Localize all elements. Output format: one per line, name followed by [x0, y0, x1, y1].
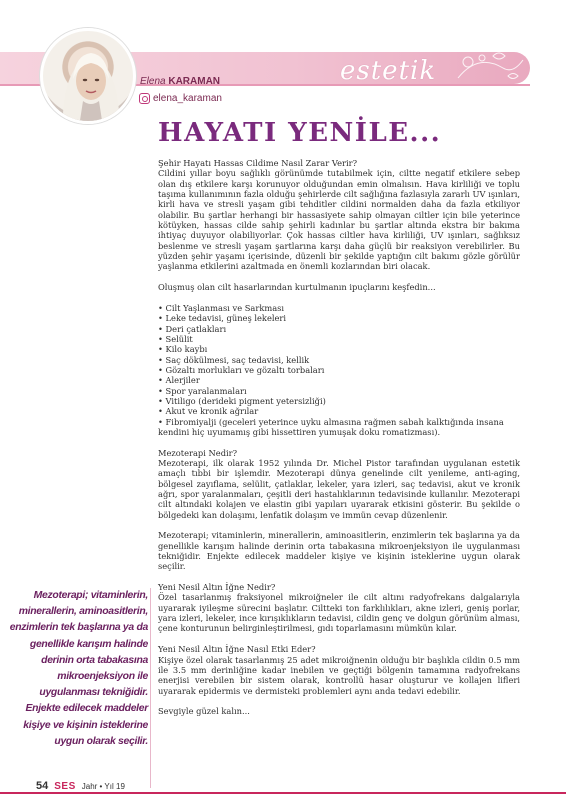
page-number: 54: [36, 780, 49, 792]
page-footer: [36, 780, 125, 792]
list-item: • Leke tedavisi, güneş lekeleri: [158, 313, 287, 324]
intro-heading: Şehir Hayatı Hassas Cildime Nasıl Zarar Verir?: [158, 158, 358, 168]
floral-decoration-icon: [448, 48, 528, 86]
instagram-handle-text: elena_karaman: [153, 93, 222, 104]
meso-paragraph-2: Mezoterapi; vitaminlerin, minerallerin, aminoasitlerin, enzimlerin tek başlarına ya da genellikle karışım halinde derinin orta tabakasına mikroenjeksiyon ile uygulanması tekniğidir. Enjekte edilecek maddeler kişiye ve kişinin isteklerine uygun olarak seçilir.: [158, 530, 520, 572]
list-item: • Spor yaralanmaları: [158, 385, 247, 396]
list-item: • Alerjiler: [158, 375, 200, 386]
needle-paragraph: Özel tasarlanmış fraksiyonel mikroiğneler ile cilt altını radyofrekans dalgalarıyla uyararak iyileşme sürecini başlatır. Ciltteki ton farklılıkları, akne izleri, geniş porlar, yara izleri, lekeler, ince kırışıklıkların tedavisi, cildin genç ve dolgun görünüm alması, çene konturunun belirginleştirilmesi, gıdı toparlamasını mümkün kılar.: [158, 592, 520, 634]
list-item: • Deri çatlakları: [158, 323, 227, 334]
list-item: • Gözaltı morlukları ve gözaltı torbaları: [158, 364, 325, 375]
author-portrait-icon: [43, 31, 136, 124]
list-item: • Vitiligo (derideki pigment yetersizliği): [158, 395, 326, 406]
article-title: HAYATI YENİLE...: [158, 118, 442, 148]
article-body: [158, 158, 520, 727]
magazine-logo: SES: [54, 780, 76, 792]
list-intro: Oluşmuş olan cilt hasarlarından kurtulmanın ipuçlarını keşfedin...: [158, 282, 436, 293]
list-item: • Saç dökülmesi, saç tedavisi, kellik: [158, 354, 310, 365]
intro-paragraph: Cildini yıllar boyu sağlıklı görünümde tutabilmek için, ciltte negatif etkilere sebep olan dış etkilere karşı korunuyor olduğundan emin olmalısın. Hava kirliliği ve toplu taşıma kullanımının fazla olduğu şehirlerde cilt sağlığına fazlasıyla zararlı UV ışınları, kirli hava ve stresli yaşam gibi tehditler cildini normalden daha da fazla etkiliyor olabilir. Bu şartlar herhangi bir hassasiyete sahip olmayan ciltler için bile yeterince kötüyken, hassas cilde sahip şehirli kadınlar bu şartlar altında ekstra bir bakıma ihtiyaç duyuyor olabiliyorlar. Çok hassas ciltler hava kirliliği, UV ışınları, sağlıksız beslenme ve stresli yaşam şartlarına karşı daha güçlü bir reaksiyon verebilirler. Bu yüzden şehir yaşamı içerisinde, düzenli bir şekilde yaptığın cilt bakımı gözle görülür yaşlanma etkilerini azaltmada en önemli kozlarından biri olacak.: [158, 168, 520, 272]
signoff: Sevgiyle güzel kalın...: [158, 706, 250, 717]
author-last-name: KARAMAN: [168, 76, 221, 87]
footer-rule: [0, 792, 566, 794]
list-item: • Akut ve kronik ağrılar: [158, 406, 259, 417]
issue-label: Jahr • Yıl 19: [81, 781, 125, 791]
conditions-list: [158, 303, 520, 437]
list-item: • Cilt Yaşlanması ve Sarkması: [158, 302, 285, 313]
list-item: • Selülit: [158, 333, 193, 344]
author-name: [140, 76, 220, 87]
section-label: estetik: [340, 56, 437, 86]
meso-paragraph: Mezoterapi, ilk olarak 1952 yılında Dr. Michel Pistor tarafından uygulanan estetik amaçlı tıbbi bir işlemdir. Mezoterapi dünya genelinde cilt yenileme, anti-aging, bölgesel zayıflama, selülit, çatlaklar, lekeler, yara izleri, saç tedavisi, akut ve kronik ağrı, spor yaralanmaları, çeşitli deri hastalıklarının tedavisinde kullanılır. Mezoterapi cilt altındaki kolajen ve elastin gibi yapıları uyararak etkisini gösterir. Bu şekilde o bölgedeki kan dolaşımı, lenfatik dolaşım ve immün cevap düzenlenir.: [158, 457, 520, 520]
instagram-icon: [139, 93, 150, 104]
meso-heading: Mezoterapi Nedir?: [158, 447, 238, 458]
author-avatar: [40, 28, 136, 124]
pull-quote: Mezoterapi; vitaminlerin, minerallerin, aminoasitlerin, enzimlerin tek başlarına ya da genellikle karışım halinde derinin orta tabakasına mikroenjeksiyon ile uygulanması tekniğidir. Enjekte edilecek maddeler kişiye ve kişinin isteklerine uygun olarak seçilir.: [9, 590, 148, 747]
effect-heading: Yeni Nesil Altın İğne Nasıl Etki Eder?: [158, 644, 316, 655]
needle-heading: Yeni Nesil Altın İğne Nedir?: [158, 582, 276, 593]
list-item: • Fibromiyalji (geceleri yeterince uyku almasına rağmen sabah kalktığında insana kendini hiç uyumamış gibi hissettiren yumuşak doku romatizması).: [158, 416, 504, 437]
effect-paragraph: Kişiye özel olarak tasarlanmış 25 adet mikroiğnenin olduğu bir başlıkla cildin 0.5 mm ile 3.5 mm derinliğine kadar inebilen ve geçtiği bölgenin tamamına radyofrekans enerjisi verebilen bir sistem olarak, kontrollü hasar oluşturur ve kollajen lifleri uyararak epidermis ve dermisteki problemleri aynı anda tedavi edebilir.: [158, 654, 520, 696]
instagram-handle[interactable]: [139, 93, 222, 104]
author-first-name: Elena: [140, 76, 166, 87]
list-item: • Kilo kaybı: [158, 344, 208, 355]
pull-quote-divider: [150, 588, 151, 788]
